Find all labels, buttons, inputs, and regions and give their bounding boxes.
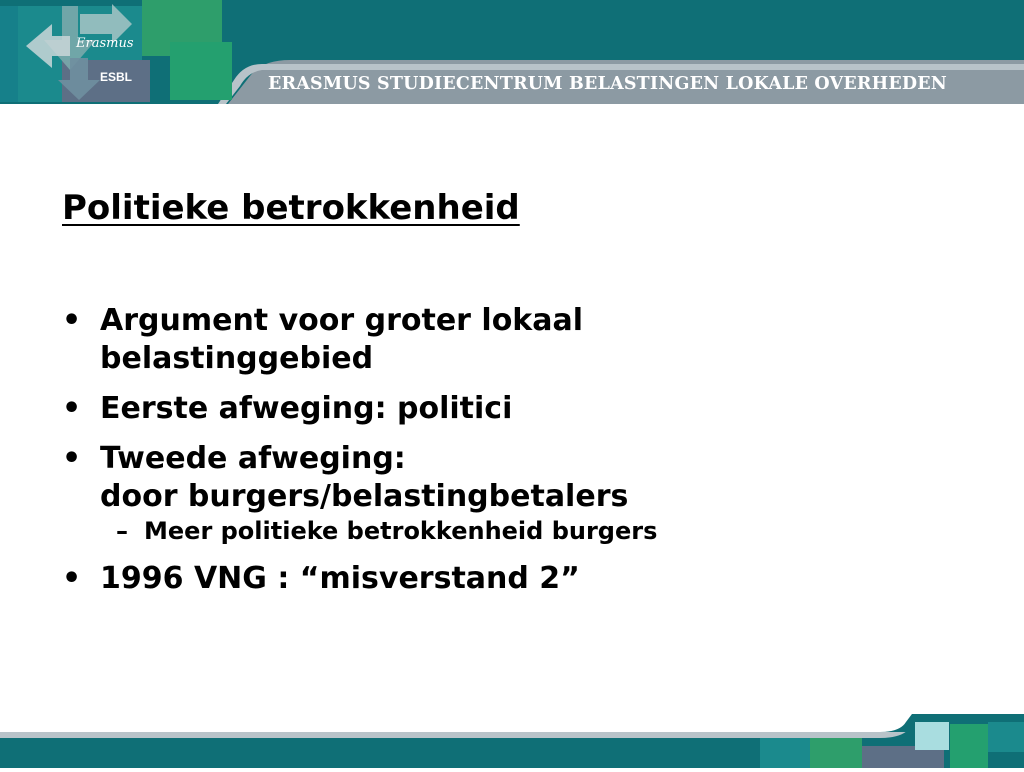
logo-esbl-text: ESBL (100, 70, 133, 84)
sub-bullet-marker: – (116, 517, 128, 545)
bullet-item (62, 560, 962, 598)
slide-title: Politieke betrokkenheid (62, 188, 520, 228)
bullet-item (62, 440, 962, 516)
bullet-line: door burgers/belastingbetalers (100, 479, 629, 514)
bullet-marker: • (62, 561, 82, 596)
bullet-line: Argument voor groter lokaal (100, 303, 584, 338)
logo-script-text: Erasmus (76, 36, 134, 51)
bullet-marker: • (62, 391, 82, 426)
sub-bullet-item (62, 516, 962, 546)
bullet-line: 1996 VNG : “misverstand 2” (100, 561, 580, 596)
bullet-list (62, 302, 962, 610)
footer-banner (0, 710, 1024, 768)
bullet-line: Tweede afweging: (100, 441, 406, 476)
header-banner (0, 0, 1024, 112)
organization-name: ERASMUS STUDIECENTRUM BELASTINGEN LOKALE OVERHEDEN (268, 74, 948, 94)
footer-graphic (0, 710, 1024, 768)
bullet-marker: • (62, 441, 82, 476)
header-graphic (0, 0, 1024, 112)
bullet-line: belastinggebied (100, 341, 374, 376)
bullet-item (62, 302, 962, 378)
sub-bullet-text: Meer politieke betrokkenheid burgers (144, 517, 658, 545)
bullet-line: Eerste afweging: politici (100, 391, 513, 426)
bullet-item (62, 390, 962, 428)
bullet-marker: • (62, 303, 82, 338)
